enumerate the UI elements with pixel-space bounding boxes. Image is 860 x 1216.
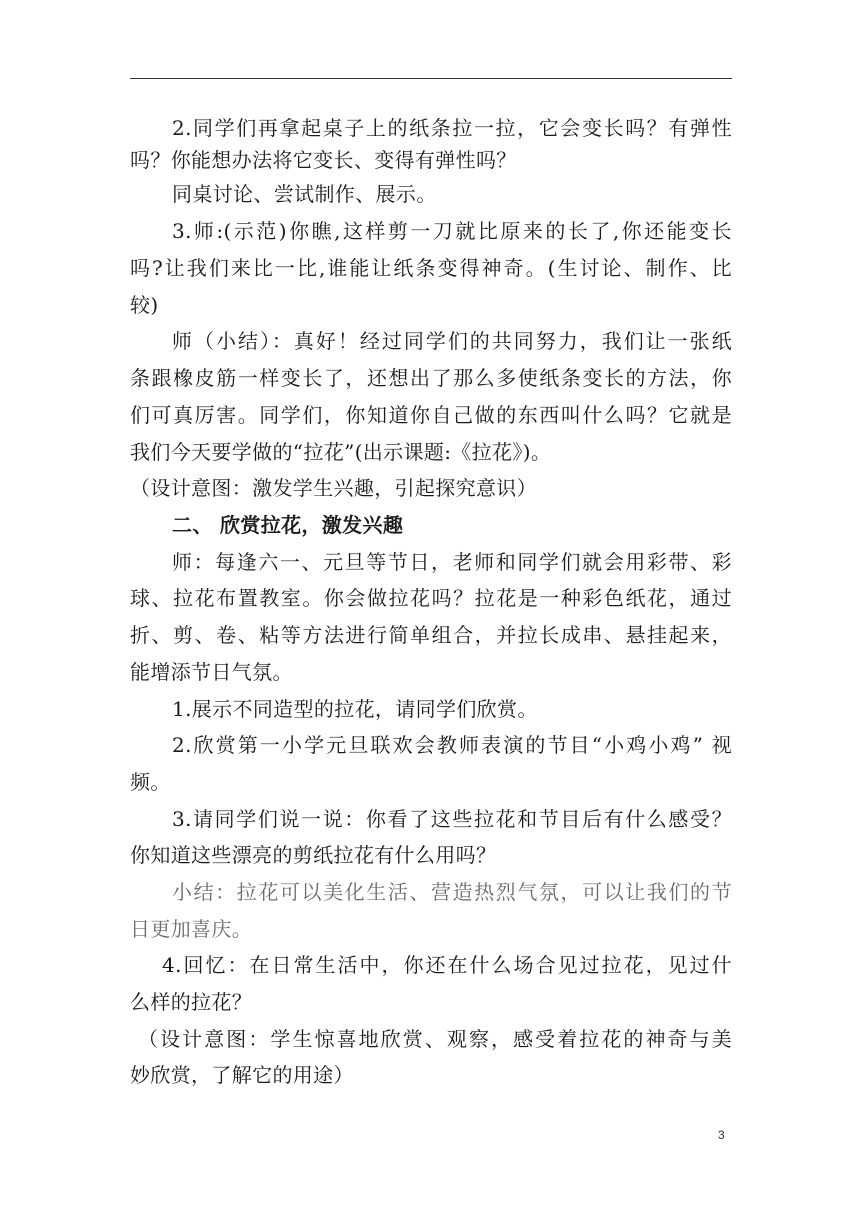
text-line: 吗?让我们来比一比,谁能让纸条变得神奇。(生讨论、制作、比 xyxy=(130,256,732,280)
text-line: 么样的拉花？ xyxy=(130,990,253,1014)
header-rule xyxy=(130,78,732,79)
summary-line: 小结：拉花可以美化生活、营造热烈气氛，可以让我们的节 xyxy=(172,880,732,904)
section-heading: 二、 欣赏拉花，激发兴趣 xyxy=(172,513,404,537)
design-intent-note: （设计意图：激发学生兴趣，引起探究意识） xyxy=(130,476,537,500)
design-intent-note: 妙欣赏，了解它的用途） xyxy=(130,1063,354,1087)
summary-line: 日更加喜庆。 xyxy=(130,917,253,941)
page-number: 3 xyxy=(718,1128,725,1142)
text-line: 1.展示不同造型的拉花，请同学们欣赏。 xyxy=(172,697,538,721)
text-line: 师（小结）：真好！经过同学们的共同努力，我们让一张纸 xyxy=(172,329,732,353)
text-line: 你知道这些漂亮的剪纸拉花有什么用吗？ xyxy=(130,843,497,867)
text-line: 折、剪、卷、粘等方法进行简单组合，并拉长成串、悬挂起来， xyxy=(130,623,732,647)
text-line: 4.回忆：在日常生活中，你还在什么场合见过拉花，见过什 xyxy=(162,953,732,977)
text-line: 频。 xyxy=(130,770,171,794)
text-line: 较) xyxy=(130,293,159,317)
text-line: 3.师:(示范)你瞧,这样剪一刀就比原来的长了,你还能变长 xyxy=(172,219,732,243)
text-line: 吗？你能想办法将它变长、变得有弹性吗？ xyxy=(130,148,517,172)
text-line: 2.同学们再拿起桌子上的纸条拉一拉，它会变长吗？有弹性 xyxy=(172,116,732,140)
text-line: 我们今天要学做的“拉花”(出示课题:《拉花》)。 xyxy=(130,440,552,464)
text-line: 们可真厉害。同学们，你知道你自己做的东西叫什么吗？它就是 xyxy=(130,403,732,427)
text-line: 3.请同学们说一说：你看了这些拉花和节目后有什么感受？ xyxy=(172,807,732,831)
text-line: 同桌讨论、尝试制作、展示。 xyxy=(172,182,437,206)
text-line: 师：每逢六一、元旦等节日，老师和同学们就会用彩带、彩 xyxy=(172,550,732,574)
text-line: 球、拉花布置教室。你会做拉花吗？拉花是一种彩色纸花，通过 xyxy=(130,586,732,610)
design-intent-note: （设计意图：学生惊喜地欣赏、观察，感受着拉花的神奇与美 xyxy=(138,1027,732,1051)
text-line: 能增添节日气氛。 xyxy=(130,660,293,684)
text-line: 2.欣赏第一小学元旦联欢会教师表演的节目“小鸡小鸡” 视 xyxy=(172,733,732,757)
text-line: 条跟橡皮筋一样变长了，还想出了那么多使纸条变长的方法，你 xyxy=(130,366,732,390)
